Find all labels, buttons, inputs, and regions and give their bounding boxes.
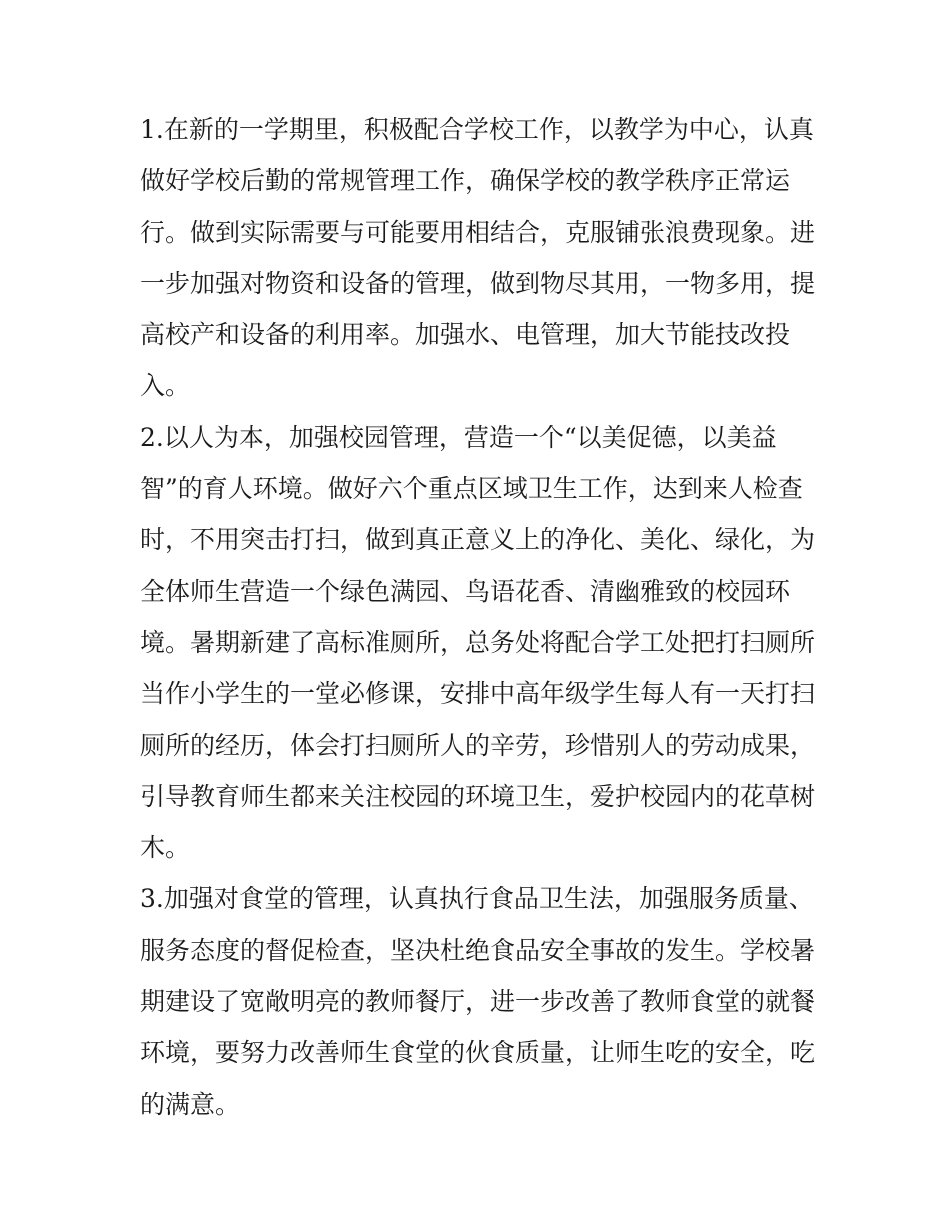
text-line: 当作小学生的一堂必修课，安排中高年级学生每人有一天打扫 [140,679,816,709]
text-line: 全体师生营造一个绿色满园、鸟语花香、清幽雅致的校园环 [140,576,791,606]
paragraph-1 [140,104,816,412]
paragraph-2 [140,412,816,874]
text-line: 木。 [140,833,191,863]
text-line: 做好学校后勤的常规管理工作，确保学校的教学秩序正常运 [140,166,791,196]
text-line: 境。暑期新建了高标准厕所，总务处将配合学工处把打扫厕所 [140,627,816,657]
text-line: 一步加强对物资和设备的管理，做到物尽其用，一物多用，提 [140,268,816,298]
text-line: 高校产和设备的利用率。加强水、电管理，加大节能技改投 [140,320,791,350]
text-line: 环境，要努力改善师生食堂的伙食质量，让师生吃的安全，吃 [140,1038,816,1068]
text-line: 入。 [140,371,191,401]
text-line: 1.在新的一学期里，积极配合学校工作，以教学为中心，认真 [140,115,814,144]
text-line: 厕所的经历，体会打扫厕所人的辛劳，珍惜别人的劳动成果， [140,730,816,760]
text-line: 2.以人为本，加强校园管理，营造一个“以美促德，以美益 [140,422,777,452]
text-line: 期建设了宽敞明亮的教师餐厅，进一步改善了教师食堂的就餐 [140,987,816,1017]
document-body [140,104,816,1130]
text-line: 时，不用突击打扫，做到真正意义上的净化、美化、绿化，为 [140,525,816,555]
text-line: 服务态度的督促检查，坚决杜绝食品安全事故的发生。学校暑 [140,935,816,965]
paragraph-3 [140,873,816,1129]
text-line: 的满意。 [140,1089,241,1119]
text-line: 智”的育人环境。做好六个重点区域卫生工作，达到来人检查 [140,474,803,504]
text-line: 行。做到实际需要与可能要用相结合，克服铺张浪费现象。进 [140,217,816,247]
text-line: 3.加强对食堂的管理，认真执行食品卫生法，加强服务质量、 [140,884,814,914]
text-line: 引导教育师生都来关注校园的环境卫生，爱护校园内的花草树 [140,781,816,811]
